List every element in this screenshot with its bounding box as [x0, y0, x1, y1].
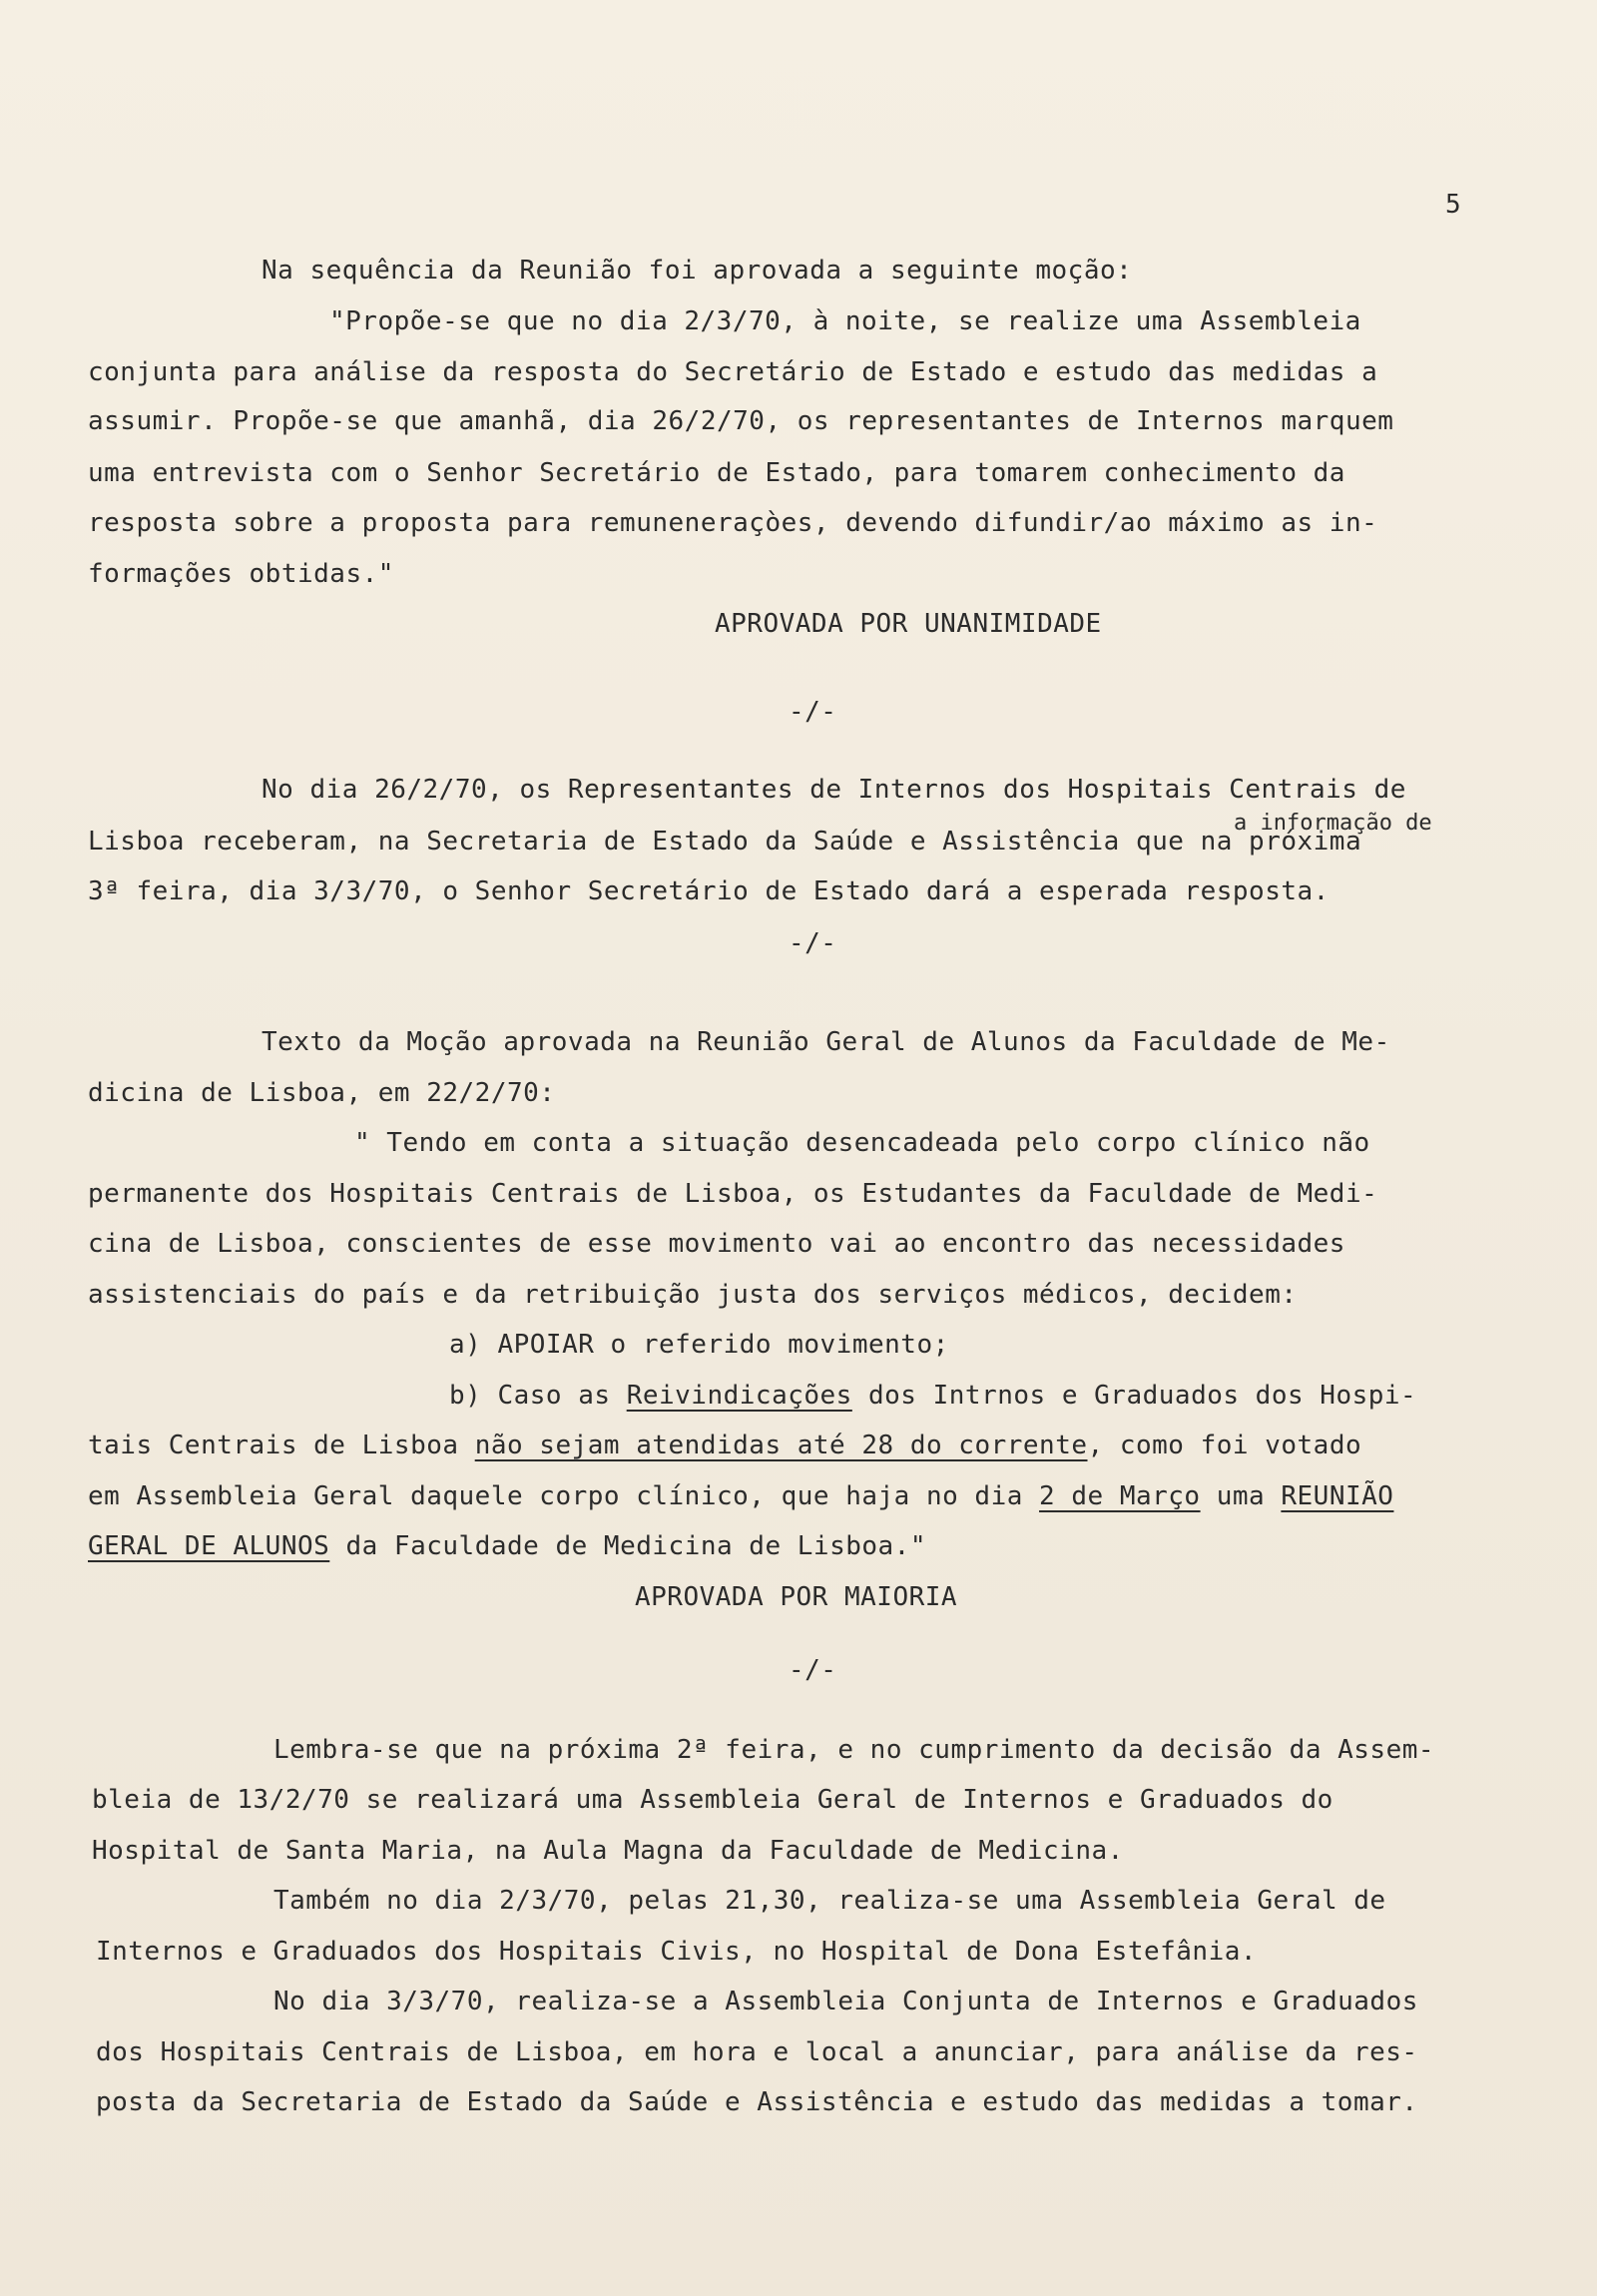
- separator-3: -/-: [789, 1655, 837, 1685]
- p4-line-7: dos Hospitais Centrais de Lisboa, em hora e local a anunciar, para análise da res-: [96, 2037, 1418, 2067]
- p3-item-b-line-1: [449, 1383, 1416, 1409]
- p3-line-6: assistenciais do país e da retribuição justa dos serviços médicos, decidem:: [88, 1280, 1298, 1310]
- p1-result: APROVADA POR UNANIMIDADE: [715, 609, 1102, 639]
- p4-line-4: Também no dia 2/3/70, pelas 21,30, realiza-se uma Assembleia Geral de: [273, 1886, 1386, 1916]
- b2-underlined: não sejam atendidas até 28 do corrente: [474, 1431, 1088, 1460]
- p4-line-6: No dia 3/3/70, realiza-se a Assembleia Conjunta de Internos e Graduados: [273, 1987, 1418, 2016]
- page-number: 5: [1445, 190, 1462, 220]
- p1-line-1: Na sequência da Reunião foi aprovada a seguinte moção:: [262, 256, 1133, 286]
- p1-line-3: conjunta para análise da resposta do Secretário de Estado e estudo das medidas a: [88, 357, 1378, 387]
- p1-line-6: resposta sobre a proposta para remuneneraçòes, devendo difundir/ao máximo as in-: [88, 508, 1378, 538]
- p3-line-3: " Tendo em conta a situação desencadeada pelo corpo clínico não: [354, 1128, 1370, 1158]
- p2-handwritten-insert: a informação de: [1234, 811, 1432, 836]
- p4-line-8: posta da Secretaria de Estado da Saúde e Assistência e estudo das medidas a tomar.: [96, 2087, 1418, 2117]
- b4-post: da Faculdade de Medicina de Lisboa.": [329, 1531, 926, 1561]
- p2-line-1: No dia 26/2/70, os Representantes de Internos dos Hospitais Centrais de: [262, 775, 1406, 805]
- b1-pre: b) Caso as: [449, 1381, 627, 1411]
- p2-line-2: Lisboa receberam, na Secretaria de Estado da Saúde e Assistência que na próxima: [88, 827, 1362, 857]
- p3-result: APROVADA POR MAIORIA: [635, 1582, 958, 1612]
- p3-item-b-line-4: [88, 1533, 926, 1559]
- p3-item-b-line-2: [88, 1433, 1361, 1458]
- b3-underlined-reuniao: REUNIÃO: [1281, 1481, 1394, 1511]
- p4-line-2: bleia de 13/2/70 se realizará uma Assembleia Geral de Internos e Graduados do: [92, 1785, 1333, 1815]
- p1-line-4: assumir. Propõe-se que amanhã, dia 26/2/70, os representantes de Internos marquem: [88, 406, 1394, 436]
- p3-line-2: dicina de Lisboa, em 22/2/70:: [88, 1078, 556, 1108]
- p3-line-4: permanente dos Hospitais Centrais de Lisboa, os Estudantes da Faculdade de Medi-: [88, 1179, 1378, 1209]
- b1-underlined: Reivindicações: [626, 1381, 852, 1411]
- p3-item-b-line-3: [88, 1483, 1393, 1509]
- p4-line-1: Lembra-se que na próxima 2ª feira, e no cumprimento da decisão da Assem-: [273, 1735, 1435, 1765]
- b3-underlined-date: 2 de Março: [1039, 1481, 1201, 1511]
- b4-underlined: GERAL DE ALUNOS: [88, 1531, 330, 1561]
- p3-line-5: cina de Lisboa, conscientes de esse movimento vai ao encontro das necessidades: [88, 1229, 1345, 1259]
- b2-pre: tais Centrais de Lisboa: [88, 1431, 475, 1460]
- separator-1: -/-: [789, 697, 837, 727]
- b2-post: , como foi votado: [1087, 1431, 1362, 1460]
- p4-line-5: Internos e Graduados dos Hospitais Civis, no Hospital de Dona Estefânia.: [96, 1937, 1258, 1967]
- b3-pre: em Assembleia Geral daquele corpo clínico, que haja no dia: [88, 1481, 1040, 1511]
- b1-post: dos Intrnos e Graduados dos Hospi-: [851, 1381, 1417, 1411]
- p1-line-2: "Propõe-se que no dia 2/3/70, à noite, se realize uma Assembleia: [329, 306, 1361, 336]
- separator-2: -/-: [789, 928, 837, 958]
- p1-line-7: formações obtidas.": [88, 559, 394, 589]
- p4-line-3: Hospital de Santa Maria, na Aula Magna da Faculdade de Medicina.: [92, 1836, 1124, 1866]
- p3-item-a: a) APOIAR o referido movimento;: [449, 1330, 949, 1360]
- b3-mid: uma: [1200, 1481, 1282, 1511]
- p1-line-5: uma entrevista com o Senhor Secretário de Estado, para tomarem conhecimento da: [88, 458, 1345, 488]
- p2-line-3: 3ª feira, dia 3/3/70, o Senhor Secretário de Estado dará a esperada resposta.: [88, 876, 1330, 906]
- p3-line-1: Texto da Moção aprovada na Reunião Geral de Alunos da Faculdade de Me-: [262, 1027, 1390, 1057]
